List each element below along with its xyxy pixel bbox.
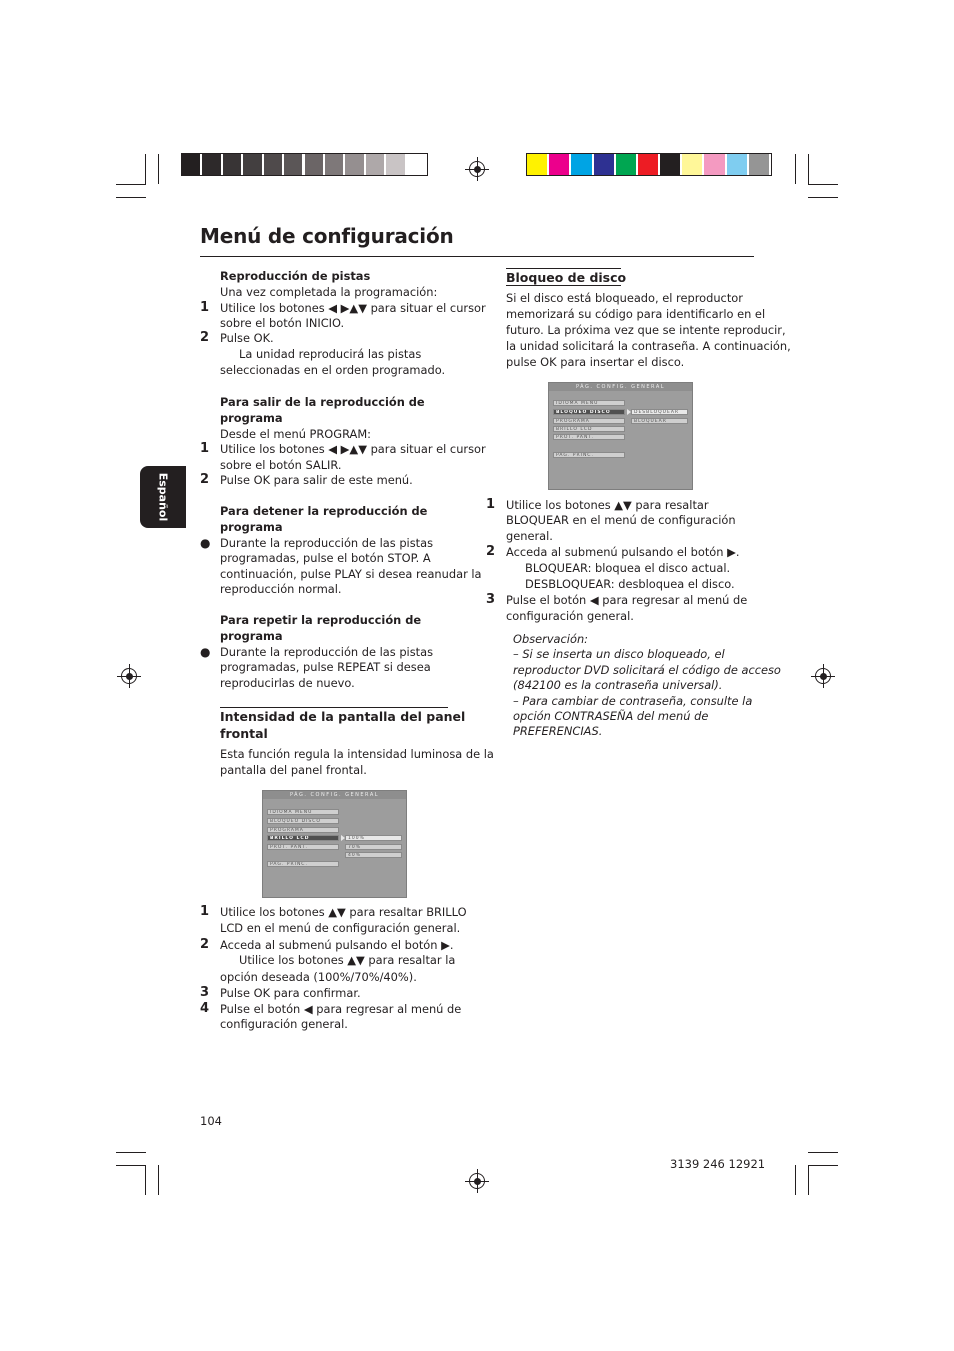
- section-heading: programa: [220, 629, 283, 643]
- color-swatch: [527, 154, 547, 175]
- color-swatch: [549, 154, 569, 175]
- crop-mark: [808, 184, 838, 185]
- paragraph: la unidad solicitará la contraseña. A continuación,: [506, 339, 791, 353]
- registration-mark-icon: [465, 1169, 489, 1193]
- color-swatch: [571, 154, 591, 175]
- menu-item: PROT. PANT.: [267, 844, 339, 850]
- submenu-item: 40%: [345, 852, 402, 858]
- step-text: BLOQUEAR en el menú de configuración: [506, 513, 736, 527]
- bullet-text: Durante la reproducción de las pistas: [220, 645, 434, 659]
- section-heading: Para salir de la reproducción de: [220, 395, 425, 409]
- paragraph: Si el disco está bloqueado, el reproductor: [506, 291, 743, 305]
- submenu-item: 100%: [345, 835, 402, 841]
- bullet-text: reproducirlas de nuevo.: [220, 676, 355, 690]
- step-text: configuración general.: [220, 1017, 348, 1031]
- note-text: – Si se inserta un disco bloqueado, el: [513, 647, 725, 661]
- color-swatch: [386, 154, 404, 175]
- color-swatch: [749, 154, 769, 175]
- step-text: sobre el botón SALIR.: [220, 458, 342, 472]
- step-text: configuración general.: [506, 609, 634, 623]
- language-tab-label: Español: [156, 472, 170, 522]
- step-text: Utilice los botones ◀ ▶▲▼ para situar el cursor: [220, 442, 486, 456]
- bullet-text: programadas, pulse el botón STOP. A: [220, 551, 431, 565]
- submenu-item: 70%: [345, 844, 402, 850]
- crop-mark: [145, 154, 146, 184]
- color-swatch: [325, 154, 343, 175]
- step-number: 3: [200, 985, 210, 1000]
- title-rule: [200, 256, 754, 257]
- section-heading: programa: [220, 411, 283, 425]
- bullet-icon: ●: [200, 536, 211, 550]
- step-text: Utilice los botones ◀ ▶▲▼ para situar el cursor: [220, 301, 486, 315]
- step-text: general.: [506, 529, 553, 543]
- color-swatch: [407, 154, 425, 175]
- section-heading: Reproducción de pistas: [220, 269, 371, 283]
- color-swatch: [638, 154, 658, 175]
- crop-mark: [116, 1165, 146, 1166]
- note-text: reproductor DVD solicitará el código de acceso: [513, 663, 781, 677]
- section-heading: Intensidad de la pantalla del panel: [220, 709, 466, 724]
- step-number: 2: [200, 330, 210, 345]
- crop-mark: [795, 1165, 796, 1195]
- step-number: 2: [200, 937, 210, 952]
- step-number: 1: [200, 441, 210, 456]
- note-text: – Para cambiar de contraseña, consulte la: [513, 694, 753, 708]
- setup-menu-screenshot: [262, 790, 407, 898]
- menu-item: PROGRAMA: [553, 418, 625, 424]
- crop-mark: [158, 1165, 159, 1195]
- setup-menu-screenshot: [548, 382, 693, 490]
- section-heading: frontal: [220, 726, 268, 741]
- submenu-item: BLOQUEAR: [631, 418, 688, 424]
- page-title: Menú de configuración: [200, 224, 454, 248]
- paragraph: futuro. La próxima vez que se intente reproducir,: [506, 323, 786, 337]
- crop-mark: [808, 1165, 838, 1166]
- section-rule: [506, 268, 621, 269]
- crop-mark: [158, 154, 159, 184]
- step-number: 4: [200, 1001, 210, 1016]
- step-text: Pulse el botón ◀ para regresar al menú de: [220, 1002, 462, 1016]
- menu-item: IDIOMA MENÚ: [553, 400, 625, 406]
- step-text: DESBLOQUEAR: desbloquea el disco.: [525, 577, 735, 591]
- section-heading: programa: [220, 520, 283, 534]
- menu-item: IDIOMA MENÚ: [267, 809, 339, 815]
- crop-mark: [116, 184, 146, 185]
- color-swatch: [594, 154, 614, 175]
- color-swatch: [704, 154, 724, 175]
- grayscale-color-bar: [181, 153, 428, 176]
- menu-item: PROT. PANT.: [553, 434, 625, 440]
- crop-mark: [808, 197, 838, 198]
- color-swatch: [264, 154, 282, 175]
- step-text: BLOQUEAR: bloquea el disco actual.: [525, 561, 731, 575]
- paragraph: Esta función regula la intensidad luminosa de la: [220, 747, 494, 761]
- step-number: 1: [200, 904, 210, 919]
- bullet-text: Durante la reproducción de las pistas: [220, 536, 434, 550]
- note-text: PREFERENCIAS.: [513, 724, 603, 738]
- section-underline: [506, 285, 621, 286]
- submenu-item: DESBLOQUEAR: [631, 409, 688, 415]
- color-swatch: [243, 154, 261, 175]
- bullet-text: reproducción normal.: [220, 582, 342, 596]
- section-heading: Para repetir la reproducción de: [220, 613, 422, 627]
- step-number: 1: [486, 497, 496, 512]
- step-number: 1: [200, 300, 210, 315]
- bullet-text: programadas, pulse REPEAT si desea: [220, 660, 431, 674]
- color-swatch: [284, 154, 302, 175]
- crop-mark: [145, 1165, 146, 1195]
- menu-item: PÁG. PRINC.: [267, 861, 339, 867]
- step-text: Acceda al submenú pulsando el botón ▶.: [506, 545, 740, 559]
- color-swatch: [223, 154, 241, 175]
- paragraph: Una vez completada la programación:: [220, 285, 438, 299]
- step-number: 3: [486, 592, 496, 607]
- color-swatch: [660, 154, 680, 175]
- step-text: Utilice los botones ▲▼ para resaltar: [506, 498, 709, 512]
- paragraph: pulse OK para insertar el disco.: [506, 355, 685, 369]
- menu-item: PÁG. PRINC.: [553, 452, 625, 458]
- step-text: sobre el botón INICIO.: [220, 316, 345, 330]
- bullet-icon: ●: [200, 645, 211, 659]
- section-heading: Para detener la reproducción de: [220, 504, 428, 518]
- step-text: Utilice los botones ▲▼ para resaltar la: [239, 953, 456, 967]
- crop-mark: [116, 1152, 146, 1153]
- menu-item: BLOQUEO DISCO: [267, 818, 339, 824]
- step-text: Pulse OK para salir de este menú.: [220, 473, 413, 487]
- step-text: LCD en el menú de configuración general.: [220, 921, 461, 935]
- registration-mark-icon: [811, 664, 835, 688]
- crop-mark: [808, 1165, 809, 1195]
- crop-mark: [808, 154, 809, 184]
- section-heading: Bloqueo de disco: [506, 270, 627, 285]
- process-color-bar: [526, 153, 772, 176]
- paragraph: Desde el menú PROGRAM:: [220, 427, 372, 441]
- step-number: 2: [200, 472, 210, 487]
- color-swatch: [727, 154, 747, 175]
- registration-mark-icon: [465, 157, 489, 181]
- note-text: opción CONTRASEÑA del menú de: [513, 709, 709, 723]
- step-number: 2: [486, 544, 496, 559]
- color-swatch: [366, 154, 384, 175]
- section-rule: [220, 707, 448, 708]
- color-swatch: [616, 154, 636, 175]
- step-text: Utilice los botones ▲▼ para resaltar BRILLO: [220, 905, 467, 919]
- step-text: Acceda al submenú pulsando el botón ▶.: [220, 938, 454, 952]
- note-text: (842100 es la contraseña universal).: [513, 678, 723, 692]
- bullet-text: continuación, pulse PLAY si desea reanudar la: [220, 567, 482, 581]
- color-swatch: [305, 154, 323, 175]
- step-text: Pulse OK.: [220, 331, 274, 345]
- menu-item: PROGRAMA: [267, 827, 339, 833]
- page-number: 104: [200, 1114, 222, 1128]
- paragraph: pantalla del panel frontal.: [220, 763, 367, 777]
- document-code: 3139 246 12921: [670, 1157, 766, 1171]
- crop-mark: [116, 197, 146, 198]
- color-swatch: [682, 154, 702, 175]
- language-tab: [140, 466, 186, 528]
- step-text: Pulse OK para confirmar.: [220, 986, 361, 1000]
- menu-title: PÁG. CONFIG. GENERAL: [549, 383, 692, 391]
- crop-mark: [795, 154, 796, 184]
- color-swatch: [182, 154, 200, 175]
- step-text: seleccionadas en el orden programado.: [220, 363, 446, 377]
- color-swatch: [202, 154, 220, 175]
- color-swatch: [345, 154, 363, 175]
- step-text: opción deseada (100%/70%/40%).: [220, 970, 417, 984]
- paragraph: memorizará su código para identificarlo en el: [506, 307, 766, 321]
- menu-title: PÁG. CONFIG. GENERAL: [263, 791, 406, 799]
- note-label: Observación:: [513, 632, 588, 646]
- crop-mark: [808, 1152, 838, 1153]
- step-text: Pulse el botón ◀ para regresar al menú de: [506, 593, 748, 607]
- registration-mark-icon: [117, 664, 141, 688]
- menu-item: BRILLO LCD: [553, 426, 625, 432]
- menu-item-selected: BRILLO LCD: [267, 835, 339, 841]
- menu-item-selected: BLOQUEO DISCO: [553, 409, 625, 415]
- step-text: La unidad reproducirá las pistas: [239, 347, 422, 361]
